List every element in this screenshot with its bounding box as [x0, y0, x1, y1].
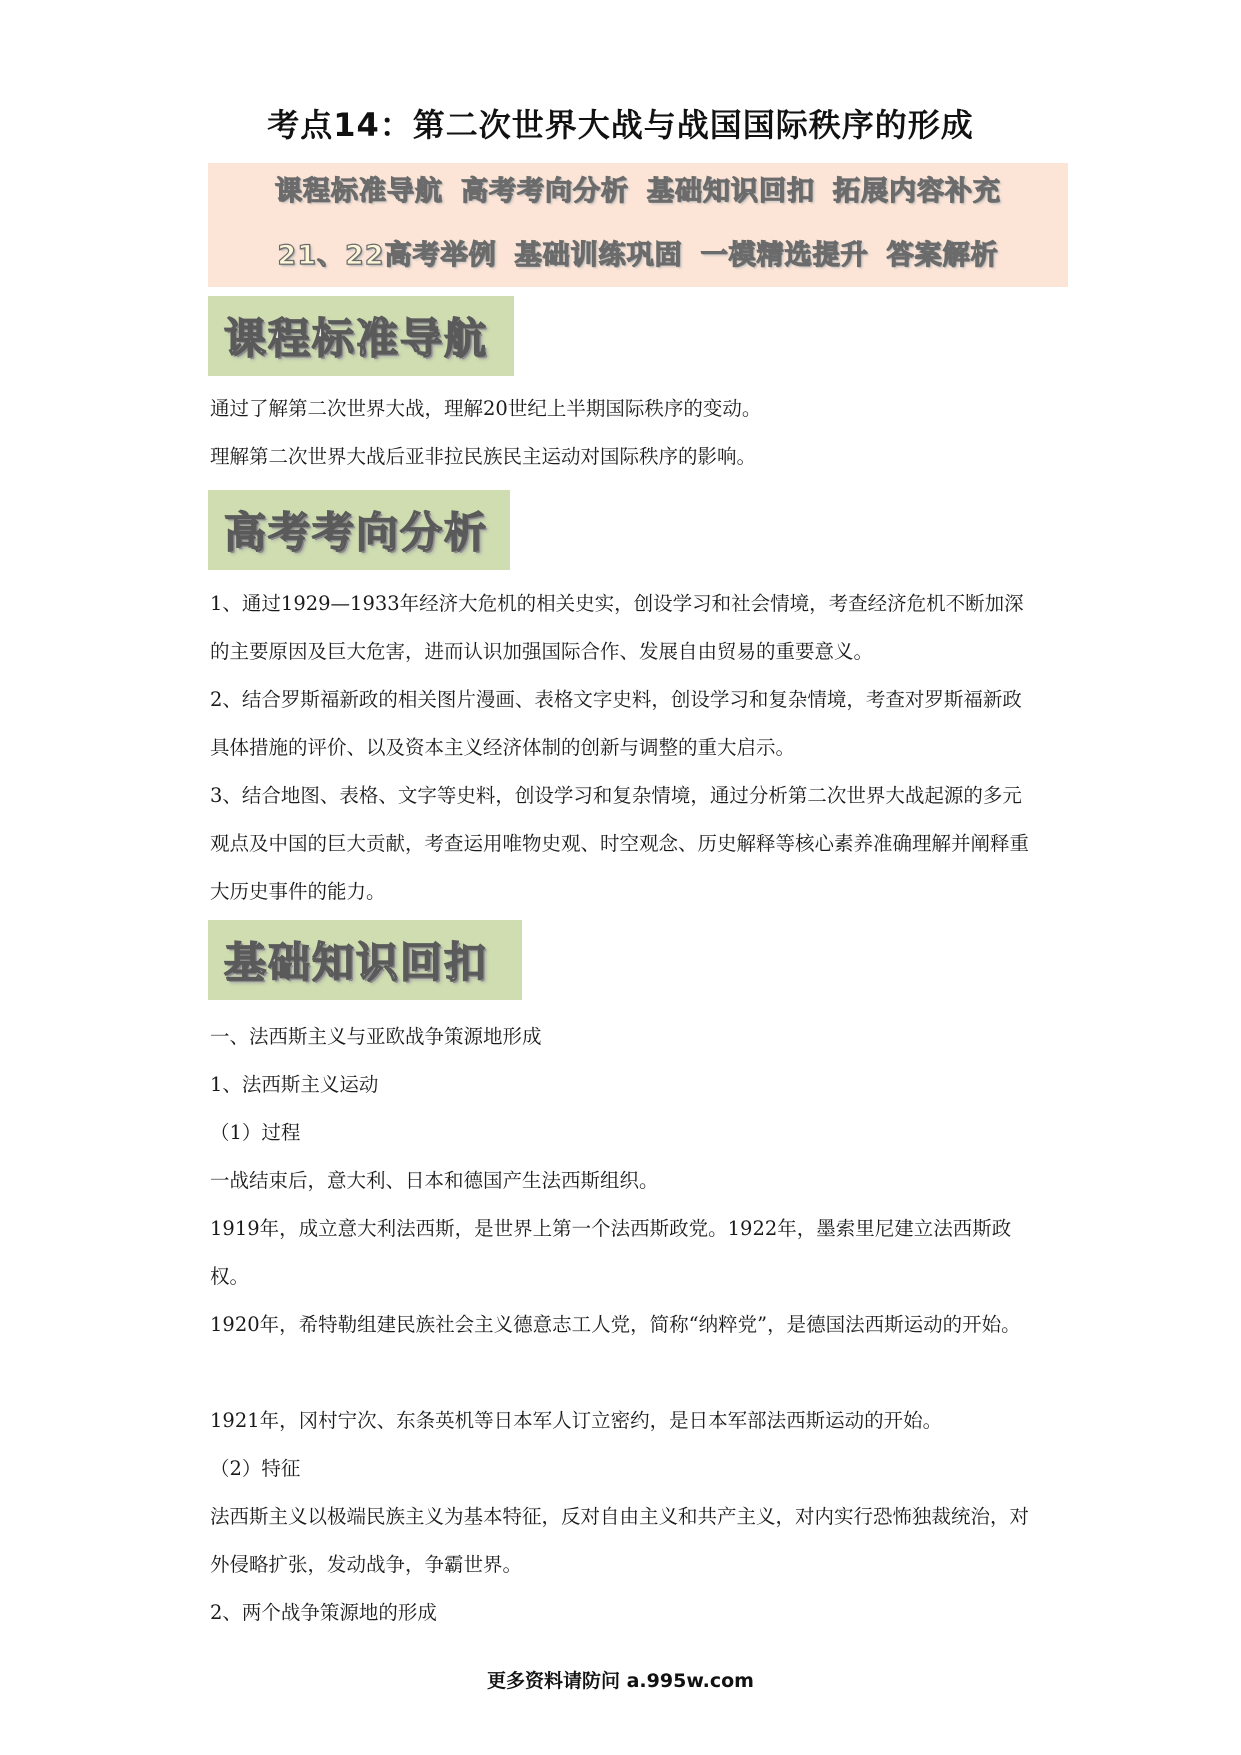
list-item: 2、结合罗斯福新政的相关图片漫画、表格文字史料，创设学习和复杂情境，考查对罗斯福新政具体措施的评价、以及资本主义经济体制的创新与调整的重大启示。 — [210, 688, 1022, 759]
section-heading-analysis — [208, 490, 510, 570]
paragraph: 法西斯主义以极端民族主义为基本特征，反对自由主义和共产主义，对内实行恐怖独裁统治，对外侵略扩张，发动战争，争霸世界。 — [210, 1505, 1030, 1576]
nav-banner — [208, 163, 1068, 287]
nav-link-training[interactable]: 基础训练巩固 — [514, 240, 683, 271]
nav-link-mock-selection[interactable]: 一模精选提升 — [700, 240, 869, 271]
footer-link[interactable]: 更多资料请防问 a.995w.com — [487, 1670, 754, 1692]
page-title: 考点14：第二次世界大战与战国国际秩序的形成 — [267, 106, 974, 144]
paragraph: 一战结束后，意大利、日本和德国产生法西斯组织。 — [210, 1169, 659, 1192]
nav-link-analysis[interactable]: 高考考向分析 — [461, 176, 629, 207]
subheading: 2、两个战争策源地的形成 — [210, 1601, 437, 1624]
nav-link-basics[interactable]: 基础知识回扣 — [647, 176, 815, 207]
subheading: 一、法西斯主义与亚欧战争策源地形成 — [210, 1025, 542, 1048]
paragraph: 1920年，希特勒组建民族社会主义德意志工人党，简称“纳粹党”，是德国法西斯运动的开始。 — [210, 1313, 1021, 1336]
nav-link-answers[interactable]: 答案解析 — [886, 240, 999, 271]
list-item: 3、结合地图、表格、文字等史料，创设学习和复杂情境，通过分析第二次世界大战起源的多元观点及中国的巨大贡献，考查运用唯物史观、时空观念、历史解释等核心素养准确理解并阐释重大历史事件的能力。 — [210, 784, 1030, 903]
nav-row-2 — [208, 237, 1068, 275]
subheading: 1、法西斯主义运动 — [210, 1073, 379, 1096]
paragraph: 1919年，成立意大利法西斯，是世界上第一个法西斯政党。1922年，墨索里尼建立法西斯政权。 — [210, 1217, 1012, 1288]
section-heading-label: 课程标准导航 — [224, 314, 489, 363]
section-heading-label: 基础知识回扣 — [224, 938, 489, 987]
paragraph: 理解第二次世界大战后亚非拉民族民主运动对国际秩序的影响。 — [210, 445, 757, 468]
nav-link-standards[interactable]: 课程标准导航 — [275, 176, 443, 207]
section-heading-standards — [208, 296, 514, 376]
paragraph: 通过了解第二次世界大战，理解20世纪上半期国际秩序的变动。 — [210, 397, 762, 420]
nav-link-exam-examples[interactable]: 21、22高考举例 — [277, 240, 497, 271]
nav-row-1 — [208, 173, 1068, 211]
section-heading-label: 高考考向分析 — [224, 508, 489, 557]
nav-link-extension[interactable]: 拓展内容补充 — [833, 176, 1001, 207]
subheading: （1）过程 — [210, 1121, 301, 1144]
section-heading-basics — [208, 920, 522, 1000]
subheading: （2）特征 — [210, 1457, 301, 1480]
list-item: 1、通过1929—1933年经济大危机的相关史实，创设学习和社会情境，考查经济危机不断加深的主要原因及巨大危害，进而认识加强国际合作、发展自由贸易的重要意义。 — [210, 592, 1024, 663]
paragraph: 1921年，冈村宁次、东条英机等日本军人订立密约，是日本军部法西斯运动的开始。 — [210, 1409, 943, 1432]
